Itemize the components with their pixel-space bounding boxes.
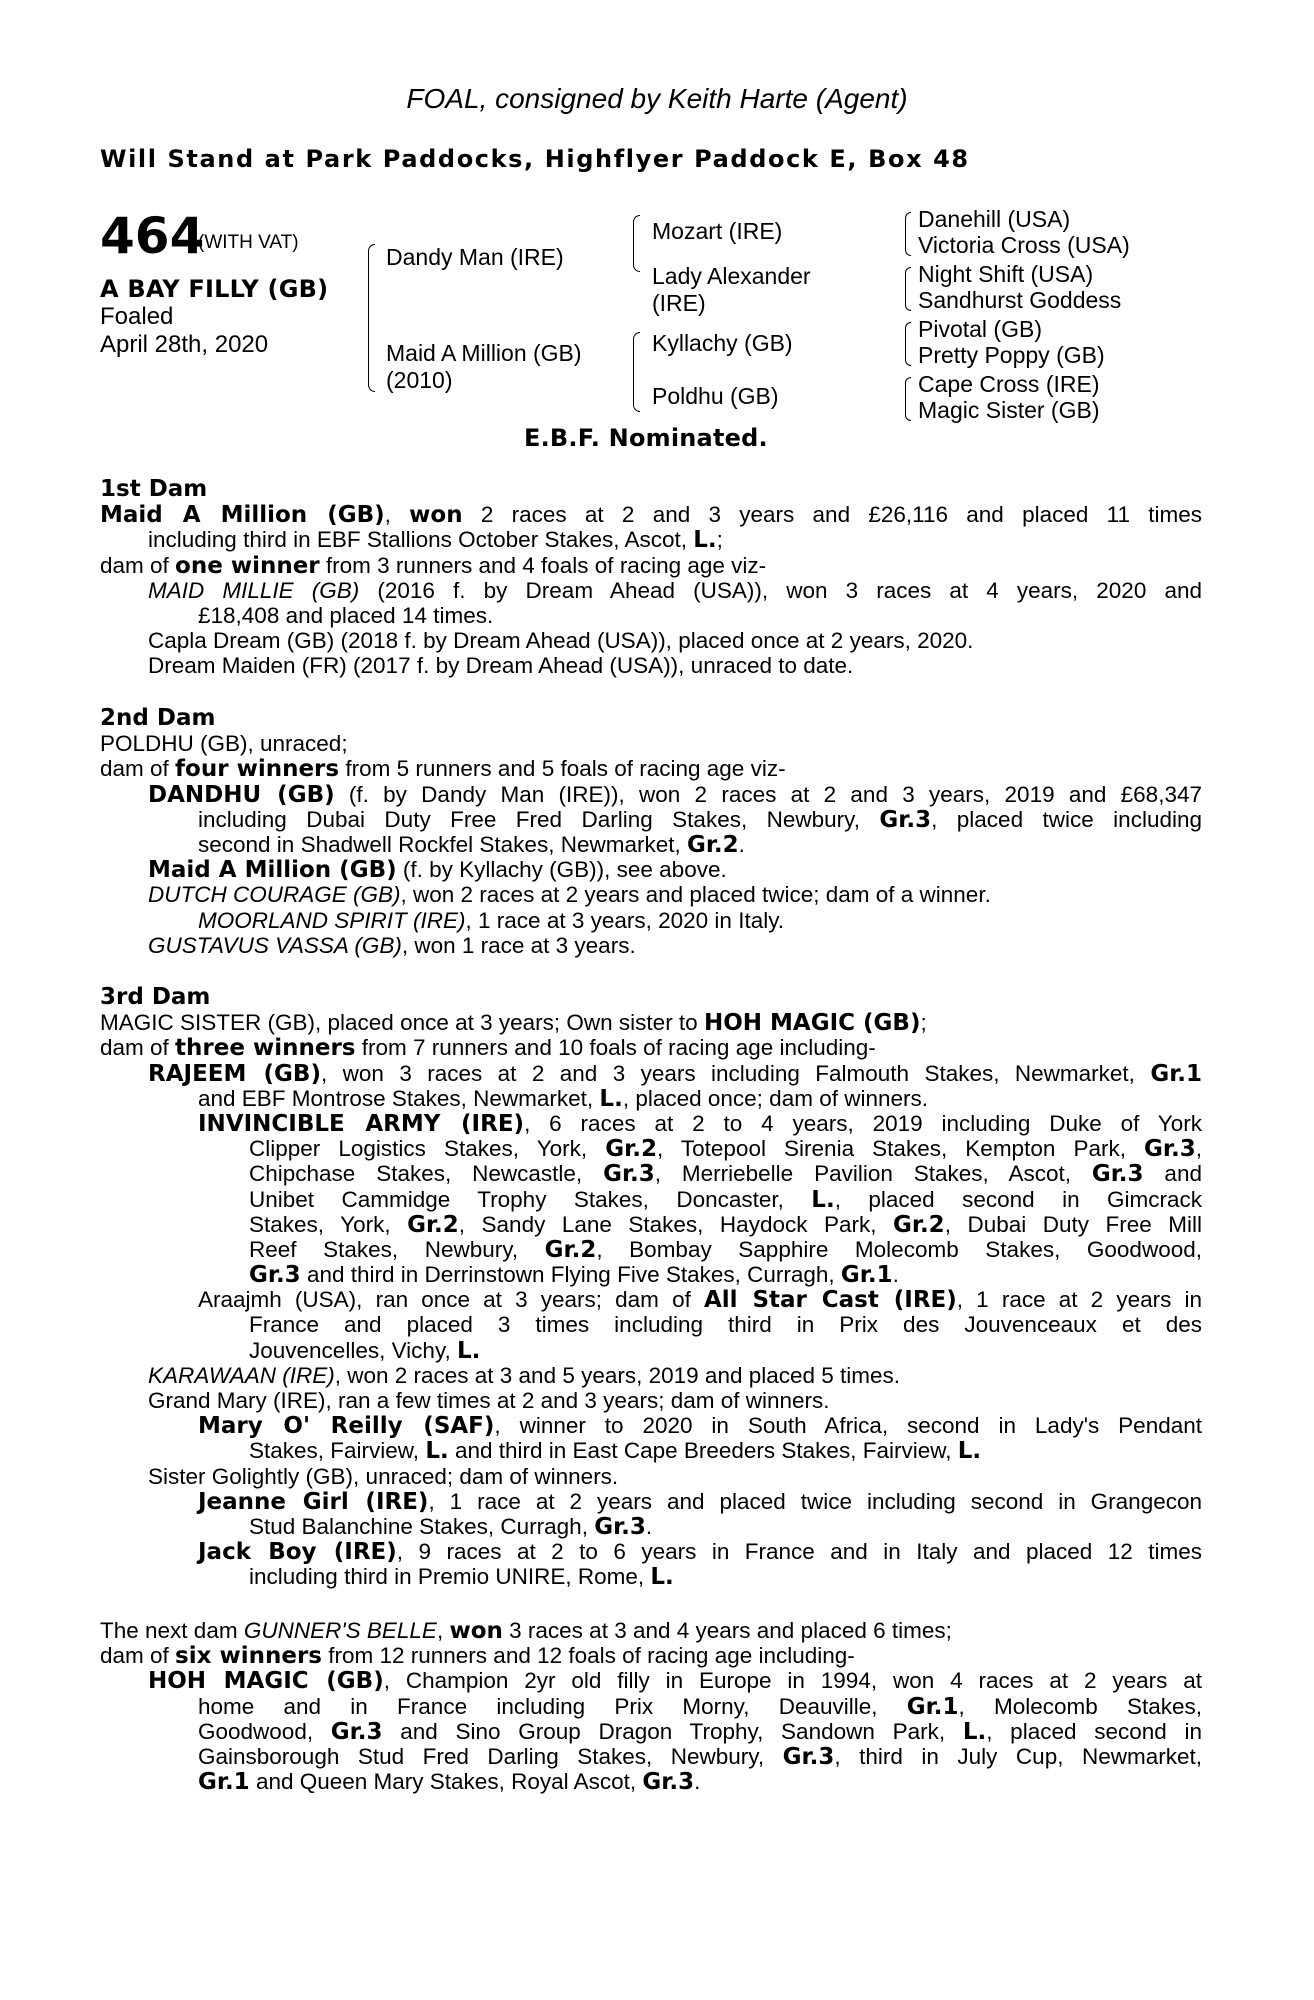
text: Stakes, Fairview, [249,1438,426,1464]
vat-note: (WITH VAT) [198,232,299,253]
progeny-name: KARAWAAN (IRE) [148,1362,335,1388]
text: , 1 race at 2 years in [956,1287,1202,1313]
progeny-name: Jack Boy (IRE) [198,1539,397,1566]
progeny-name: All Star Cast (IRE) [703,1287,957,1314]
text: , 1 race at 3 years, 2020 in Italy. [465,907,785,933]
text: dam of [100,756,176,782]
text-line [100,832,1202,857]
text-line [100,1694,1202,1719]
text: second in Shadwell Rockfel Stakes, Newmarket, [198,831,687,857]
text: dam of [100,1643,176,1669]
text: ; [716,527,723,553]
text: Stakes, York, [249,1211,408,1237]
text-line [100,882,1202,907]
text: 3 races at 3 and 4 years and placed 6 times; [502,1618,952,1643]
text: (2016 f. by Dream Ahead (USA)), won 3 races at 4 years, 2020 and [359,577,1202,603]
page-title: FOAL, consigned by Keith Harte (Agent) [406,83,908,114]
progeny-name: DUTCH COURAGE (GB) [148,882,401,908]
text: Clipper Logistics Stakes, York, [249,1136,606,1162]
winners-count: three winners [175,1035,356,1062]
section-heading: 2nd Dam [100,705,216,731]
text: , 6 races at 2 to 4 years, 2019 including Duke of York [524,1110,1203,1136]
text: , Dubai Duty Free Mill [944,1211,1203,1237]
progeny-name: INVINCIBLE ARMY (IRE) [198,1110,525,1137]
text-line [100,1111,1202,1136]
race-grade: Gr.1 [906,1693,959,1720]
won-label: won [449,1618,503,1644]
race-grade: Gr.3 [249,1262,301,1289]
text-line [100,578,1202,603]
progeny-name: DANDHU (GB) [148,781,335,808]
text-line [100,1086,1202,1111]
gg-dam: Magic Sister (GB) [918,397,1100,423]
next-dam-section [100,1618,1202,1794]
text-line [100,1668,1202,1693]
text: dam of [100,1035,176,1061]
text: Reef Stakes, Newbury, [249,1236,545,1262]
text-line [100,1438,1202,1463]
race-grade: Gr.1 [198,1769,250,1796]
pedigree-bracket [633,332,640,412]
text-line [100,1643,1202,1668]
text-line: France and placed 3 times including third in Prix des Jouvenceaux et des [249,1312,1202,1338]
lot-number: 464 [100,207,205,265]
text: . [694,1769,701,1795]
pedigree-bracket [905,212,911,256]
winners-count: six winners [175,1643,322,1670]
text: Goodwood, [198,1718,331,1744]
race-grade: L. [962,1718,987,1745]
second-dam-section [100,706,1202,958]
pedigree-bracket [368,329,375,392]
sire-sire: Mozart (IRE) [652,218,783,244]
gg-sire: Cape Cross (IRE) [918,371,1100,397]
gg-sire: Pivotal (GB) [918,316,1042,342]
text: , placed second in [986,1718,1202,1744]
winners-count: one winner [175,552,320,579]
text: , Molecomb Stakes, [958,1693,1203,1719]
sire-name: Dandy Man (IRE) [386,244,564,270]
sire-dam-name: Lady Alexander [652,263,811,289]
text: and third in East Cape Breeders Stakes, Fairview, [448,1438,958,1464]
text-line [100,756,1202,781]
section-heading: 1st Dam [100,476,208,502]
text: , 1 race at 2 years and placed twice including second in Grangecon [428,1488,1203,1514]
progeny-name: MAID MILLIE (GB) [148,577,360,603]
race-grade: Gr.3 [594,1513,646,1540]
text: Chipchase Stakes, Newcastle, [249,1161,604,1187]
dam-name: Maid A Million (GB) [386,340,582,366]
text: dam of [100,552,176,578]
text-line: Grand Mary (IRE), ran a few times at 2 and 3 years; dam of winners. [148,1388,830,1413]
text: from 3 runners and 4 foals of racing age viz- [319,552,767,578]
race-grade: L. [693,527,717,554]
text-line [100,782,1202,807]
race-grade: Gr.2 [544,1236,597,1263]
text: , 9 races at 2 to 6 years in France and in Italy and placed 12 times [396,1539,1202,1565]
text: , won 2 races at 3 and 5 years, 2019 and placed 5 times. [334,1362,901,1388]
text: Gainsborough Stud Fred Darling Stakes, Newbury, [198,1743,783,1769]
text-line [100,1187,1202,1212]
progeny-name: MOORLAND SPIRIT (IRE) [198,907,466,933]
race-grade: L. [599,1085,623,1112]
race-grade: Gr.1 [840,1262,893,1289]
text-line [100,1769,1202,1794]
text-line: POLDHU (GB), unraced; [100,731,348,757]
text: , Merriebelle Pavilion Stakes, Ascot, [654,1161,1092,1187]
text: Araajmh (USA), ran once at 3 years; dam of [198,1287,704,1313]
text: including third in EBF Stallions October Stakes, Ascot, [148,527,694,553]
text: , third in July Cup, Newmarket, [834,1743,1202,1769]
text: and EBF Montrose Stakes, Newmarket, [198,1085,600,1111]
text: including third in Premio UNIRE, Rome, [249,1564,651,1590]
text-line [100,1262,1202,1287]
text: , Champion 2yr old filly in Europe in 1994, won 4 races at 2 years at [383,1668,1202,1694]
text-line [100,553,1202,578]
text: , placed twice including [931,806,1202,832]
text: , [1195,1136,1202,1162]
gg-dam: Pretty Poppy (GB) [918,342,1105,368]
text: , placed second in Gimcrack [834,1186,1202,1212]
gg-sire: Danehill (USA) [918,206,1071,232]
text-line [100,1338,1202,1363]
text: . [892,1262,899,1288]
text: Jouvencelles, Vichy, [249,1337,458,1363]
text-line [100,1514,1202,1539]
progeny-name: HOH MAGIC (GB) [148,1668,384,1695]
text: MAGIC SISTER (GB), placed once at 3 years; Own sister to [100,1010,704,1036]
section-heading: 3rd Dam [100,984,211,1010]
race-grade: Gr.3 [1091,1161,1144,1188]
dam-year: (2010) [386,367,453,393]
dam-name: Maid A Million (GB) [100,502,385,529]
text-line [100,527,1202,552]
text: and [1143,1161,1202,1187]
text-line [100,1136,1202,1161]
text: Stud Balanchine Stakes, Curragh, [249,1513,595,1539]
foaled-date: April 28th, 2020 [100,331,269,358]
text: , won 1 race at 3 years. [401,932,636,958]
progeny-name: Mary O' Reilly (SAF) [198,1413,495,1440]
third-dam-section [100,985,1202,1590]
gg-dam: Sandhurst Goddess [918,287,1122,313]
text: from 12 runners and 12 foals of racing age including- [321,1643,855,1669]
pedigree-bracket [633,215,640,272]
text: 2 races at 2 and 3 years and £26,116 and placed 11 times [462,502,1202,528]
progeny-name: RAJEEM (GB) [148,1060,321,1087]
text: and third in Derrinstown Flying Five Stakes, Curragh, [300,1262,841,1288]
text-line [100,502,1202,527]
text-line [100,1564,1202,1589]
progeny-name: GUSTAVUS VASSA (GB) [148,932,402,958]
race-grade: Gr.2 [686,831,739,858]
text-line [100,1413,1202,1438]
foaled-label: Foaled [100,303,174,330]
race-grade: L. [457,1337,481,1364]
text-line [100,1744,1202,1769]
winners-count: four winners [175,756,340,783]
race-grade: L. [650,1564,674,1591]
text-line [100,857,1202,882]
text: and Sino Group Dragon Trophy, Sandown Park, [382,1718,963,1744]
text: home and in France including Prix Morny, Deauville, [198,1693,907,1719]
progeny-name: Jeanne Girl (IRE) [198,1488,429,1515]
text-line [100,1719,1202,1744]
text: ; [920,1010,927,1036]
ebf-nominated: E.B.F. Nominated. [524,424,768,452]
text-line: Sister Golightly (GB), unraced; dam of winners. [148,1463,619,1489]
text: , won 3 races at 2 and 3 years including Falmouth Stakes, Newmarket, [320,1060,1151,1086]
race-grade: Gr.3 [782,1743,835,1770]
text: from 5 runners and 5 foals of racing age viz- [339,756,786,782]
text-line [100,1489,1202,1514]
race-grade: Gr.2 [407,1211,459,1238]
pedigree-bracket [905,267,911,311]
text: Unibet Cammidge Trophy Stakes, Doncaster, [249,1186,812,1212]
text: , Bombay Sapphire Molecomb Stakes, Goodwood, [596,1236,1202,1262]
text-line [100,1237,1202,1262]
text: , [384,502,410,528]
gg-sire: Night Shift (USA) [918,261,1094,287]
pedigree-bracket [905,377,911,421]
pedigree-bracket [368,244,375,330]
dam-sire: Kyllachy (GB) [652,330,793,356]
race-grade: Gr.3 [1144,1136,1196,1163]
race-grade: Gr.1 [1150,1060,1203,1087]
gg-dam: Victoria Cross (USA) [918,232,1130,258]
horse-name: HOH MAGIC (GB) [703,1010,921,1037]
text-line [100,1035,1202,1060]
progeny-name: Maid A Million (GB) [148,857,397,884]
text-line [100,1618,1202,1643]
text-line [100,1061,1202,1086]
text: . [738,831,745,857]
text: The next dam [100,1618,244,1643]
text-line [100,1010,1202,1035]
text-line [100,1161,1202,1186]
pedigree-bracket [905,322,911,366]
text: (f. by Dandy Man (IRE)), won 2 races at 2 and 3 years, 2019 and £68,347 [334,781,1202,807]
text: . [645,1513,653,1539]
text: , Totepool Sirenia Stakes, Kempton Park, [656,1136,1145,1162]
text: , winner to 2020 in South Africa, second in Lady's Pendant [494,1413,1202,1439]
stand-location: Will Stand at Park Paddocks, Highflyer Paddock E, Box 48 [100,145,970,173]
horse-description: A BAY FILLY (GB) [100,275,329,303]
text: , won 2 races at 2 years and placed twice; dam of a winner. [400,882,991,908]
sire-dam-origin: (IRE) [652,290,706,316]
race-grade: Gr.2 [893,1211,945,1238]
text-line: £18,408 and placed 14 times. [198,602,494,628]
won-label: won [409,502,463,529]
text: and Queen Mary Stakes, Royal Ascot, [249,1769,643,1795]
text: including Dubai Duty Free Fred Darling Stakes, Newbury, [198,806,880,832]
race-grade: L. [811,1186,835,1213]
text-line [100,1287,1202,1312]
race-grade: Gr.2 [605,1136,657,1163]
text-line [100,933,1202,958]
race-grade: Gr.3 [330,1718,383,1745]
first-dam-section [100,477,1202,679]
race-grade: L. [957,1438,982,1465]
text-line [100,1363,1202,1388]
text: (f. by Kyllachy (GB)), see above. [396,857,727,883]
text: , placed once; dam of winners. [622,1085,928,1111]
text-line [100,807,1202,832]
race-grade: L. [425,1438,449,1465]
dam-dam: Poldhu (GB) [652,383,779,409]
dam-name: GUNNER'S BELLE [243,1618,437,1643]
text-line [100,1212,1202,1237]
text-line [100,1539,1202,1564]
text-line: Capla Dream (GB) (2018 f. by Dream Ahead (USA)), placed once at 2 years, 2020. [148,628,974,654]
text: , [436,1618,450,1643]
text: , Sandy Lane Stakes, Haydock Park, [458,1211,893,1237]
race-grade: Gr.3 [879,806,932,833]
text-line: Dream Maiden (FR) (2017 f. by Dream Ahead (USA)), unraced to date. [148,653,854,679]
text-line [100,908,1202,933]
text: from 7 runners and 10 foals of racing age including- [355,1035,876,1061]
race-grade: Gr.3 [603,1161,655,1188]
race-grade: Gr.3 [642,1769,695,1796]
